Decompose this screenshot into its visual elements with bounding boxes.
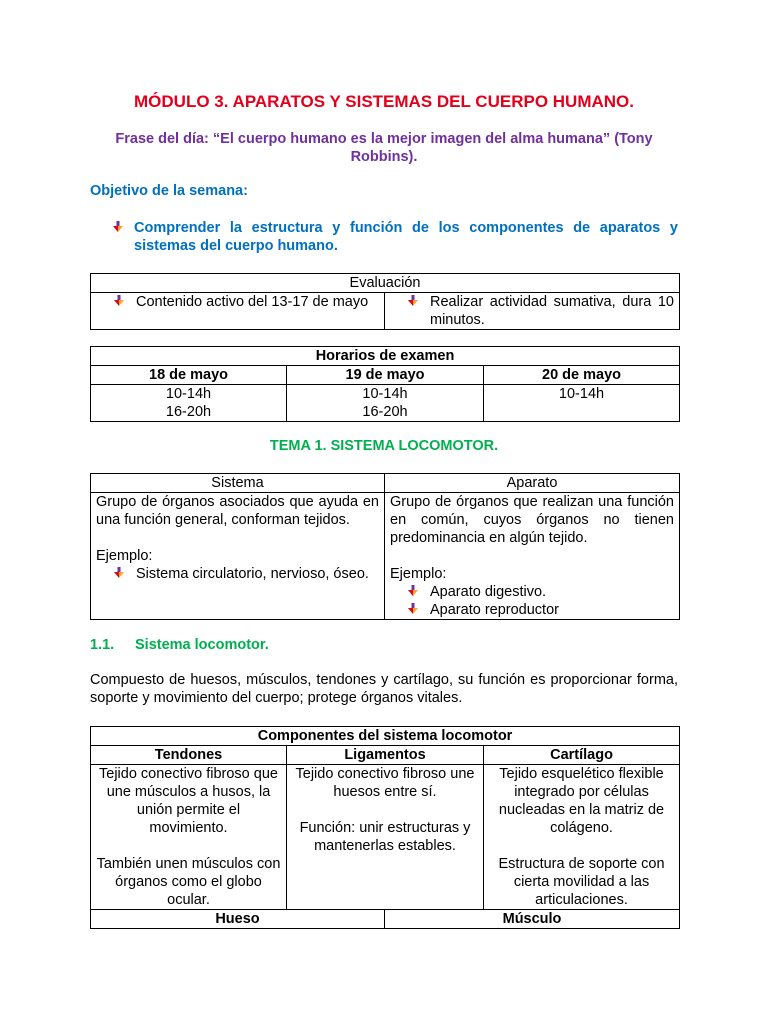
objective-heading: Objetivo de la semana: <box>90 183 248 199</box>
components-col-musculo: Músculo <box>385 910 680 929</box>
schedule-table <box>90 346 680 422</box>
components-col-cartilago: Cartílago <box>484 746 680 765</box>
evaluation-table <box>90 273 680 330</box>
evaluation-left-text: Contenido activo del 13-17 de mayo <box>136 294 369 310</box>
bullet-arrow-icon <box>407 603 419 615</box>
ligamentos-text: Función: unir estructuras y mantenerlas estables. <box>299 820 471 854</box>
components-col-ligamentos: Ligamentos <box>287 746 484 765</box>
aparato-cell <box>385 493 680 620</box>
section-number: 1.1. <box>90 637 115 653</box>
tendones-text: También unen músculos con órganos como el globo ocular. <box>96 856 281 908</box>
aparato-example: Aparato digestivo. <box>430 584 547 600</box>
time-slot: 10-14h <box>165 386 212 402</box>
evaluation-right-text: Realizar actividad sumativa, dura 10 minutos. <box>430 294 674 328</box>
components-header: Componentes del sistema locomotor <box>91 727 680 746</box>
bullet-arrow-icon <box>407 585 419 597</box>
sistema-example: Sistema circulatorio, nervioso, óseo. <box>136 566 369 582</box>
section-paragraph: Compuesto de huesos, músculos, tendones y cartílago, su función es proporcionar forma, soporte y movimiento del cuerpo; protege órganos vitales. <box>90 672 678 706</box>
components-col-tendones: Tendones <box>91 746 287 765</box>
time-slot: 10-14h <box>558 386 605 402</box>
topic-heading: TEMA 1. SISTEMA LOCOMOTOR. <box>269 438 499 454</box>
tendones-cell <box>91 765 287 910</box>
schedule-header: Horarios de examen <box>91 347 680 366</box>
schedule-times-2 <box>287 385 484 422</box>
bullet-arrow-icon <box>407 295 419 307</box>
ligamentos-cell <box>287 765 484 910</box>
time-slot: 10-14h <box>362 386 408 402</box>
components-col-hueso: Hueso <box>91 910 385 929</box>
components-table <box>90 726 680 929</box>
cartilago-cell <box>484 765 680 910</box>
ligamentos-text: Tejido conectivo fibroso une huesos entre sí. <box>295 766 475 800</box>
comparison-table <box>90 473 680 620</box>
evaluation-header: Evaluación <box>91 274 680 293</box>
section-title: Sistema locomotor. <box>135 637 269 653</box>
schedule-day-3: 20 de mayo <box>484 366 680 385</box>
example-label: Ejemplo: <box>96 548 153 564</box>
schedule-times-1 <box>91 385 287 422</box>
section-heading <box>90 637 269 653</box>
aparato-example: Aparato reproductor <box>430 602 559 618</box>
aparato-definition: Grupo de órganos que realizan una función en común, cuyos órganos no tienen predominancia en algún tejido. <box>390 494 674 546</box>
schedule-day-1: 18 de mayo <box>91 366 287 385</box>
schedule-times-3 <box>484 385 680 422</box>
tendones-text: Tejido conectivo fibroso que une músculos a husos, la unión permite el movimiento. <box>99 766 278 836</box>
sistema-cell <box>91 493 385 620</box>
quote-of-the-day: Frase del día: “El cuerpo humano es la mejor imagen del alma humana” (Tony Robbins). <box>115 131 653 165</box>
evaluation-right-cell <box>385 293 680 330</box>
schedule-day-2: 19 de mayo <box>287 366 484 385</box>
bullet-arrow-icon <box>113 567 125 579</box>
sistema-definition: Grupo de órganos asociados que ayuda en una función general, conforman tejidos. <box>96 494 379 528</box>
objective-text: Comprender la estructura y función de los componentes de aparatos y sistemas del cuerpo humano. <box>134 220 678 254</box>
comparison-header-aparato: Aparato <box>385 474 680 493</box>
example-label: Ejemplo: <box>390 566 447 582</box>
cartilago-text: Tejido esquelético flexible integrado por células nucleadas en la matriz de colágeno. <box>498 766 665 836</box>
page-title: MÓDULO 3. APARATOS Y SISTEMAS DEL CUERPO HUMANO. <box>134 92 634 111</box>
bullet-arrow-icon <box>112 221 124 233</box>
objective-item <box>112 219 678 255</box>
bullet-arrow-icon <box>113 295 125 307</box>
evaluation-left-cell <box>91 293 385 330</box>
time-slot: 16-20h <box>165 404 212 420</box>
time-slot: 16-20h <box>362 404 408 420</box>
comparison-header-sistema: Sistema <box>91 474 385 493</box>
cartilago-text: Estructura de soporte con cierta movilidad a las articulaciones. <box>498 856 665 908</box>
